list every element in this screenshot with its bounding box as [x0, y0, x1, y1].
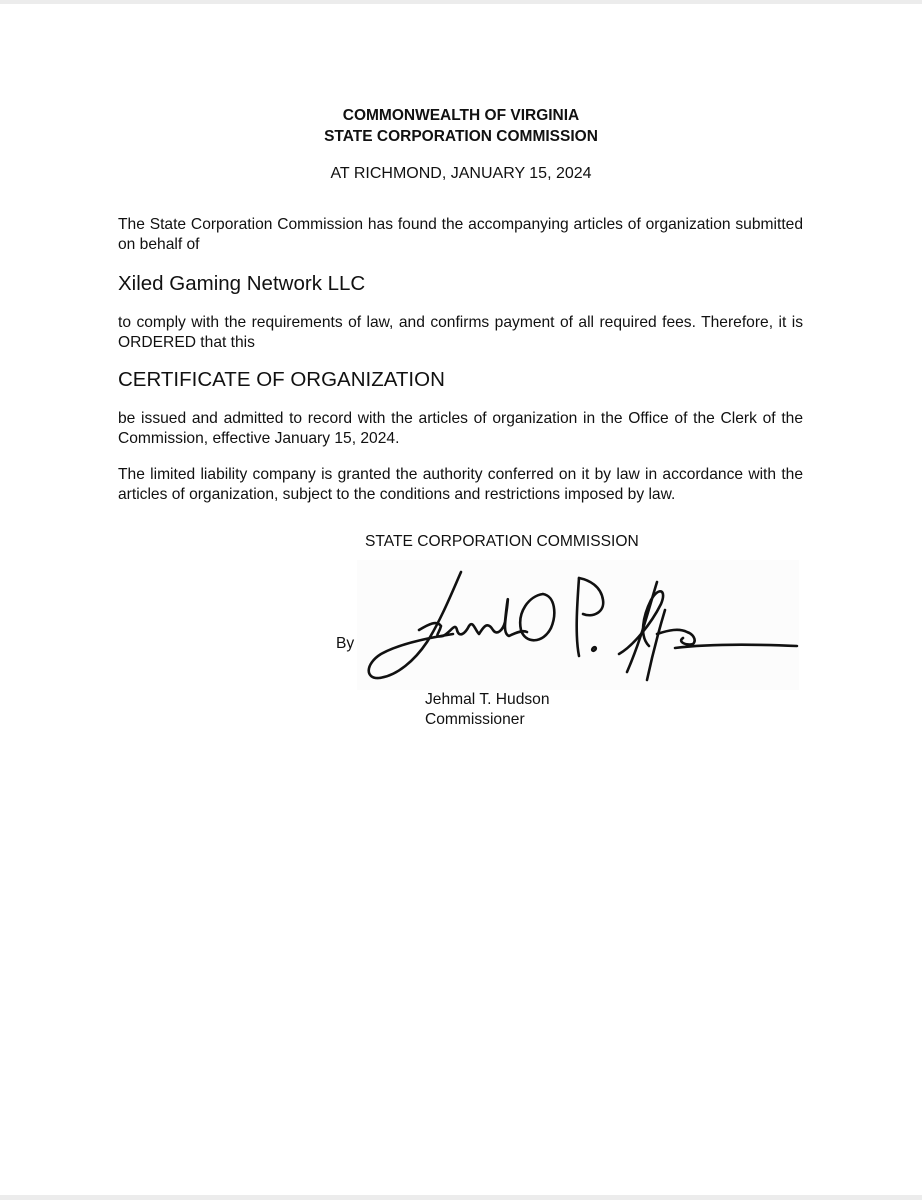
certificate-page	[0, 4, 922, 1195]
header-commission: STATE CORPORATION COMMISSION	[324, 128, 598, 145]
by-label: By	[336, 635, 355, 652]
issuance-paragraph: be issued and admitted to record with the articles of organization in the Office of the Clerk of the Commission, effective January 15, 2024.	[118, 410, 803, 447]
intro-paragraph: The State Corporation Commission has found the accompanying articles of organization submitted on behalf of	[118, 216, 803, 253]
signer-name: Jehmal T. Hudson	[425, 691, 550, 708]
compliance-paragraph: to comply with the requirements of law, and confirms payment of all required fees. Therefore, it is ORDERED that this	[118, 314, 803, 351]
certificate-title: CERTIFICATE OF ORGANIZATION	[118, 368, 445, 391]
header-commonwealth: COMMONWEALTH OF VIRGINIA	[342, 107, 580, 124]
entity-name: Xiled Gaming Network LLC	[118, 272, 366, 295]
signature-icon	[357, 560, 799, 690]
dateline: AT RICHMOND, JANUARY 15, 2024	[330, 165, 592, 182]
signature-image	[357, 560, 799, 690]
signature-commission-label: STATE CORPORATION COMMISSION	[365, 533, 639, 550]
signer-title: Commissioner	[425, 711, 525, 728]
authority-paragraph: The limited liability company is granted the authority conferred on it by law in accordance with the articles of organization, subject to the conditions and restrictions imposed by law.	[118, 466, 803, 503]
